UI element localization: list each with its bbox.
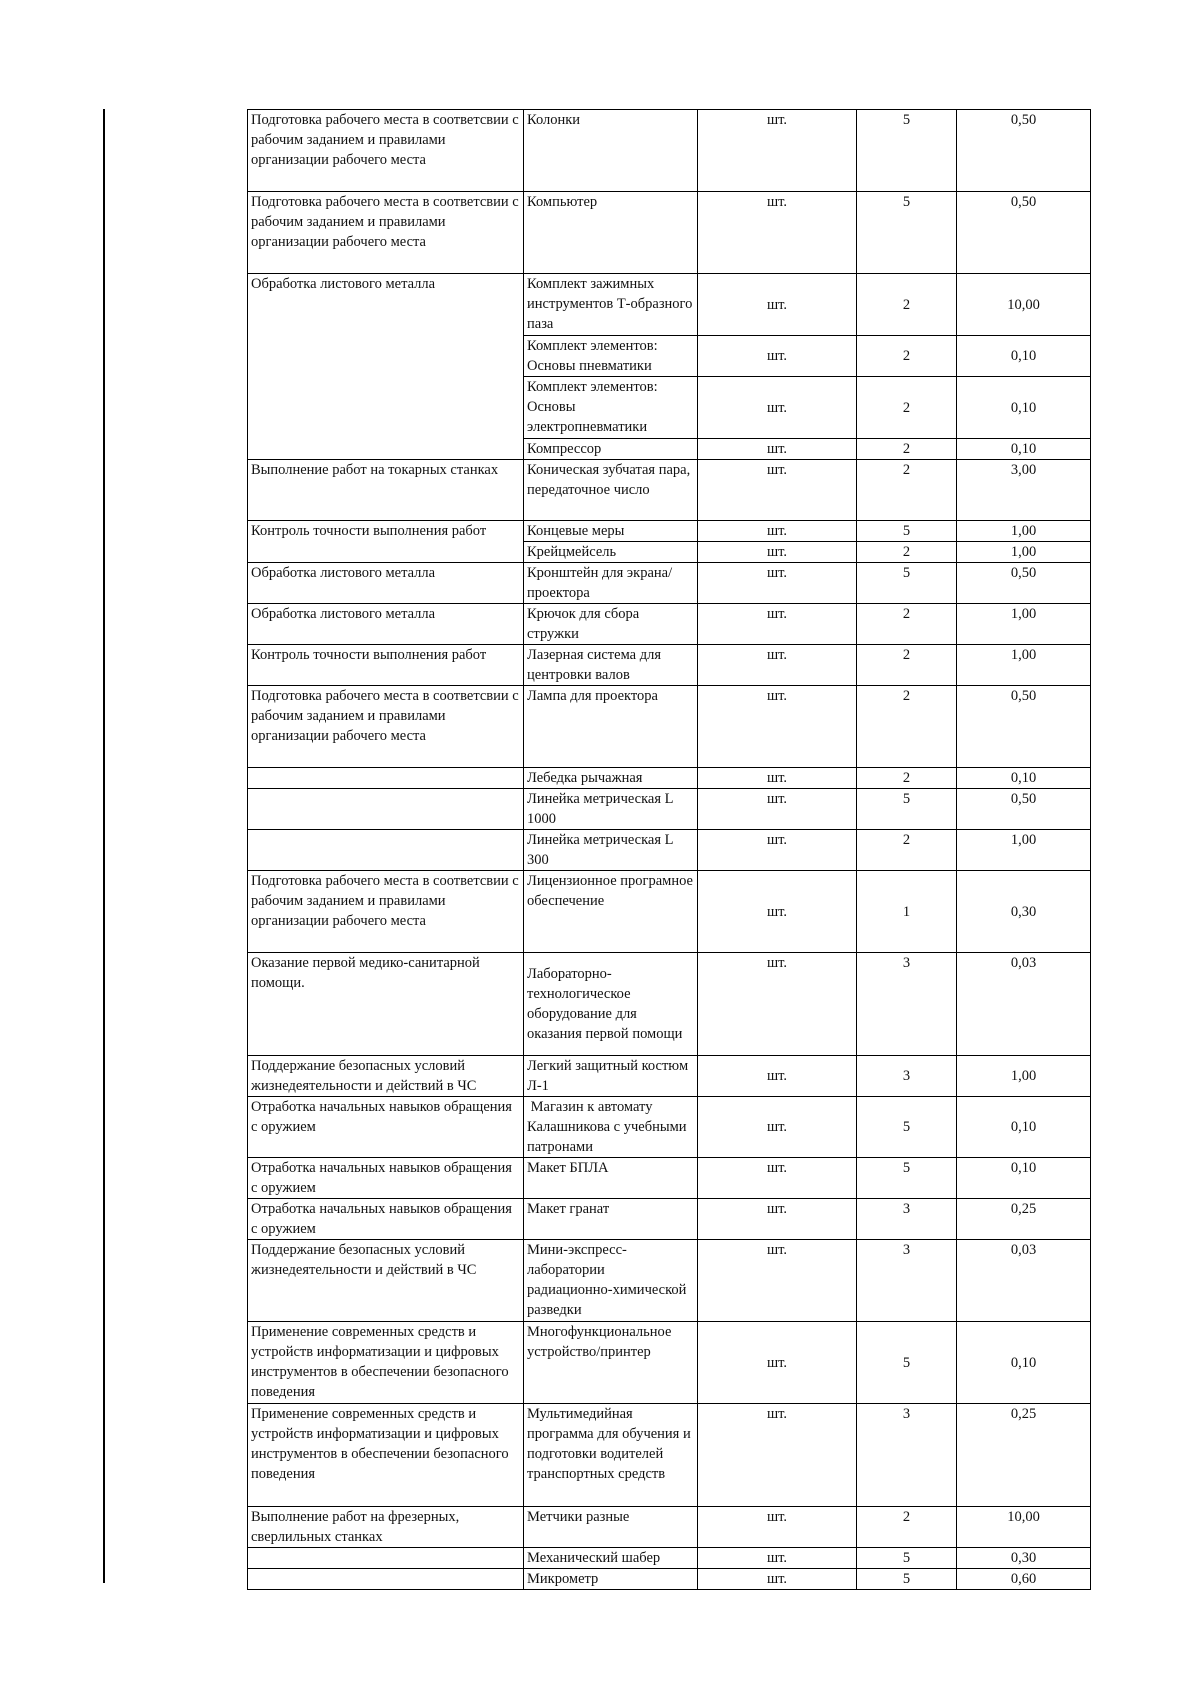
item-cell: Комплект элементов: Основы пневматики <box>524 336 698 377</box>
qty-cell: 3 <box>857 953 957 1056</box>
table-row <box>248 1199 1091 1240</box>
activity-cell: Применение современных средств и устройств информатизации и цифровых инструментов в обеспечении безопасного поведения <box>248 1404 524 1507</box>
qty-cell: 5 <box>857 1158 957 1199</box>
activity-cell: Подготовка рабочего места в соответсвии с рабочим заданием и правилами организации рабочего места <box>248 686 524 768</box>
qty-cell: 5 <box>857 563 957 604</box>
norm-cell: 10,00 <box>957 274 1091 336</box>
table-row <box>248 1569 1091 1590</box>
qty-cell: 3 <box>857 1056 957 1097</box>
unit-cell: шт. <box>698 336 857 377</box>
item-cell: Лебедка рычажная <box>524 768 698 789</box>
table-row <box>248 1548 1091 1569</box>
qty-cell: 3 <box>857 1404 957 1507</box>
norm-cell: 1,00 <box>957 542 1091 563</box>
qty-cell: 2 <box>857 274 957 336</box>
norm-cell: 1,00 <box>957 645 1091 686</box>
norm-cell: 0,50 <box>957 789 1091 830</box>
qty-cell: 2 <box>857 645 957 686</box>
item-cell: Крейцмейсель <box>524 542 698 563</box>
item-cell: Лабораторно-технологическое оборудование для оказания первой помощи <box>524 953 698 1056</box>
qty-cell: 5 <box>857 1548 957 1569</box>
item-cell: Концевые меры <box>524 521 698 542</box>
item-cell: Многофункциональное устройство/принтер <box>524 1322 698 1404</box>
item-cell: Макет БПЛА <box>524 1158 698 1199</box>
norm-cell: 0,10 <box>957 439 1091 460</box>
unit-cell: шт. <box>698 1158 857 1199</box>
item-cell: Колонки <box>524 110 698 192</box>
item-cell: Комплект элементов: Основы электропневматики <box>524 377 698 439</box>
norm-cell: 0,10 <box>957 1158 1091 1199</box>
activity-cell: Отработка начальных навыков обращения с оружием <box>248 1097 524 1158</box>
table-row <box>248 110 1091 192</box>
norm-cell: 1,00 <box>957 521 1091 542</box>
qty-cell: 5 <box>857 1097 957 1158</box>
table-row <box>248 1056 1091 1097</box>
activity-cell: Отработка начальных навыков обращения с оружием <box>248 1158 524 1199</box>
activity-cell <box>248 1548 524 1569</box>
unit-cell: шт. <box>698 521 857 542</box>
activity-cell: Подготовка рабочего места в соответсвии с рабочим заданием и правилами организации рабочего места <box>248 871 524 953</box>
qty-cell: 5 <box>857 1322 957 1404</box>
norm-cell: 0,25 <box>957 1199 1091 1240</box>
qty-cell: 2 <box>857 336 957 377</box>
qty-cell: 5 <box>857 1569 957 1590</box>
norm-cell: 1,00 <box>957 1056 1091 1097</box>
table-row <box>248 1240 1091 1322</box>
unit-cell: шт. <box>698 1569 857 1590</box>
item-cell: Лицензионное програмное обеспечение <box>524 871 698 953</box>
activity-cell: Обработка листового металла <box>248 563 524 604</box>
equipment-table <box>247 109 1091 1590</box>
table-row <box>248 953 1091 1056</box>
unit-cell: шт. <box>698 192 857 274</box>
norm-cell: 0,25 <box>957 1404 1091 1507</box>
norm-cell: 0,03 <box>957 1240 1091 1322</box>
activity-cell <box>248 768 524 789</box>
qty-cell: 2 <box>857 686 957 768</box>
unit-cell: шт. <box>698 1199 857 1240</box>
norm-cell: 0,30 <box>957 1548 1091 1569</box>
table-row <box>248 192 1091 274</box>
norm-cell: 0,03 <box>957 953 1091 1056</box>
item-cell: Линейка метрическая L 1000 <box>524 789 698 830</box>
qty-cell: 1 <box>857 871 957 953</box>
activity-cell: Подготовка рабочего места в соответсвии с рабочим заданием и правилами организации рабочего места <box>248 192 524 274</box>
qty-cell: 2 <box>857 542 957 563</box>
norm-cell: 0,50 <box>957 686 1091 768</box>
unit-cell: шт. <box>698 1548 857 1569</box>
item-cell: Метчики разные <box>524 1507 698 1548</box>
unit-cell: шт. <box>698 563 857 604</box>
table-row <box>248 1097 1091 1158</box>
table-row <box>248 768 1091 789</box>
activity-cell <box>248 830 524 871</box>
table-row <box>248 1507 1091 1548</box>
activity-cell: Выполнение работ на токарных станках <box>248 460 524 521</box>
qty-cell: 2 <box>857 460 957 521</box>
table-row <box>248 871 1091 953</box>
unit-cell: шт. <box>698 1404 857 1507</box>
norm-cell: 0,50 <box>957 563 1091 604</box>
qty-cell: 3 <box>857 1240 957 1322</box>
qty-cell: 5 <box>857 789 957 830</box>
activity-cell: Отработка начальных навыков обращения с оружием <box>248 1199 524 1240</box>
norm-cell: 0,10 <box>957 336 1091 377</box>
equipment-table-body <box>248 110 1091 1590</box>
activity-cell: Выполнение работ на фрезерных, сверлильных станках <box>248 1507 524 1548</box>
unit-cell: шт. <box>698 1240 857 1322</box>
activity-cell: Обработка листового металла <box>248 604 524 645</box>
norm-cell: 0,10 <box>957 377 1091 439</box>
activity-cell <box>248 1569 524 1590</box>
unit-cell: шт. <box>698 645 857 686</box>
norm-cell: 3,00 <box>957 460 1091 521</box>
activity-cell: Контроль точности выполнения работ <box>248 645 524 686</box>
unit-cell: шт. <box>698 1507 857 1548</box>
unit-cell: шт. <box>698 1322 857 1404</box>
item-cell: Лампа для проектора <box>524 686 698 768</box>
unit-cell: шт. <box>698 274 857 336</box>
item-cell: Легкий защитный костюм Л-1 <box>524 1056 698 1097</box>
norm-cell: 1,00 <box>957 830 1091 871</box>
unit-cell: шт. <box>698 439 857 460</box>
activity-cell: Поддержание безопасных условий жизнедеятельности и действий в ЧС <box>248 1240 524 1322</box>
activity-cell: Поддержание безопасных условий жизнедеятельности и действий в ЧС <box>248 1056 524 1097</box>
activity-cell: Оказание первой медико-санитарной помощи. <box>248 953 524 1056</box>
item-cell: Лазерная система для центровки валов <box>524 645 698 686</box>
qty-cell: 5 <box>857 192 957 274</box>
norm-cell: 1,00 <box>957 604 1091 645</box>
qty-cell: 2 <box>857 377 957 439</box>
unit-cell: шт. <box>698 377 857 439</box>
unit-cell: шт. <box>698 686 857 768</box>
table-row <box>248 686 1091 768</box>
table-row <box>248 1322 1091 1404</box>
item-cell: Крючок для сбора стружки <box>524 604 698 645</box>
item-cell: Микрометр <box>524 1569 698 1590</box>
norm-cell: 0,50 <box>957 192 1091 274</box>
unit-cell: шт. <box>698 830 857 871</box>
unit-cell: шт. <box>698 542 857 563</box>
qty-cell: 3 <box>857 1199 957 1240</box>
qty-cell: 5 <box>857 521 957 542</box>
table-row <box>248 645 1091 686</box>
qty-cell: 2 <box>857 768 957 789</box>
unit-cell: шт. <box>698 953 857 1056</box>
unit-cell: шт. <box>698 110 857 192</box>
item-cell: Комплект зажимных инструментов Т-образного паза <box>524 274 698 336</box>
norm-cell: 0,30 <box>957 871 1091 953</box>
unit-cell: шт. <box>698 460 857 521</box>
qty-cell: 2 <box>857 604 957 645</box>
table-row <box>248 521 1091 542</box>
norm-cell: 0,50 <box>957 110 1091 192</box>
item-cell: Линейка метрическая L 300 <box>524 830 698 871</box>
qty-cell: 5 <box>857 110 957 192</box>
item-cell: Мультимедийная программа для обучения и подготовки водителей транспортных средств <box>524 1404 698 1507</box>
activity-cell: Обработка листового металла <box>248 274 524 460</box>
item-cell: Механический шабер <box>524 1548 698 1569</box>
item-cell: Компьютер <box>524 192 698 274</box>
unit-cell: шт. <box>698 871 857 953</box>
item-cell: Мини-экспресс-лаборатории радиационно-химической разведки <box>524 1240 698 1322</box>
norm-cell: 0,10 <box>957 1097 1091 1158</box>
table-row <box>248 604 1091 645</box>
norm-cell: 0,60 <box>957 1569 1091 1590</box>
table-row <box>248 1158 1091 1199</box>
unit-cell: шт. <box>698 1056 857 1097</box>
unit-cell: шт. <box>698 604 857 645</box>
norm-cell: 10,00 <box>957 1507 1091 1548</box>
table-row <box>248 830 1091 871</box>
qty-cell: 2 <box>857 830 957 871</box>
activity-cell: Контроль точности выполнения работ <box>248 521 524 563</box>
norm-cell: 0,10 <box>957 768 1091 789</box>
item-cell: Коническая зубчатая пара, передаточное число <box>524 460 698 521</box>
unit-cell: шт. <box>698 768 857 789</box>
item-cell: Компрессор <box>524 439 698 460</box>
table-row <box>248 274 1091 336</box>
activity-cell: Подготовка рабочего места в соответсвии с рабочим заданием и правилами организации рабочего места <box>248 110 524 192</box>
activity-cell <box>248 789 524 830</box>
unit-cell: шт. <box>698 1097 857 1158</box>
table-row <box>248 460 1091 521</box>
unit-cell: шт. <box>698 789 857 830</box>
table-row <box>248 1404 1091 1507</box>
item-cell: Магазин к автомату Калашникова с учебными патронами <box>524 1097 698 1158</box>
table-row <box>248 789 1091 830</box>
activity-cell: Применение современных средств и устройств информатизации и цифровых инструментов в обеспечении безопасного поведения <box>248 1322 524 1404</box>
item-cell: Макет гранат <box>524 1199 698 1240</box>
item-cell: Кронштейн для экрана/проектора <box>524 563 698 604</box>
table-row <box>248 563 1091 604</box>
qty-cell: 2 <box>857 439 957 460</box>
norm-cell: 0,10 <box>957 1322 1091 1404</box>
qty-cell: 2 <box>857 1507 957 1548</box>
left-margin-line <box>103 109 105 1583</box>
